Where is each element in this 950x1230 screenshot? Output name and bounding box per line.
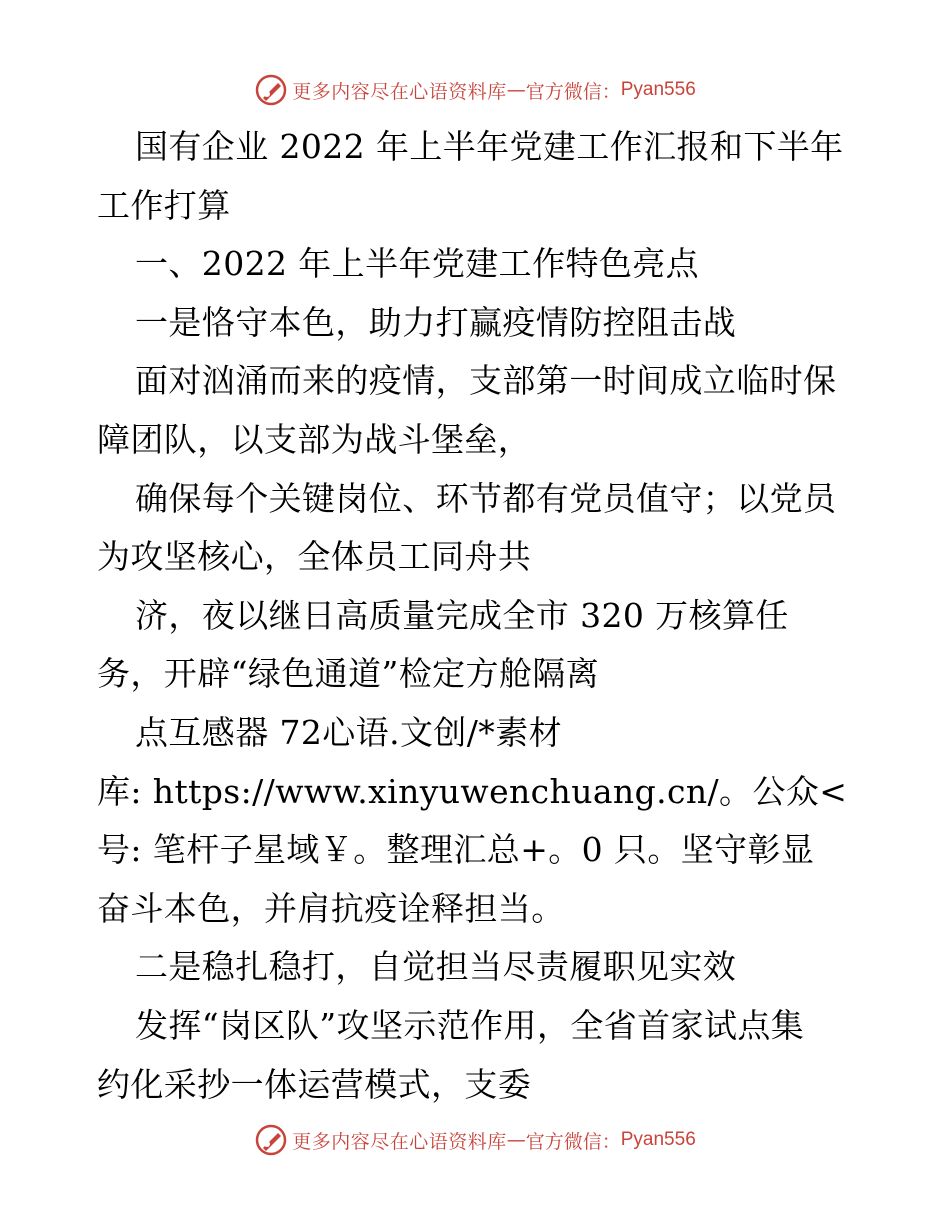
watermark-wechat-label: 官方微信： bbox=[525, 80, 621, 103]
watermark-main-text: 更多内容尽在心语资料库 bbox=[292, 1130, 507, 1153]
text-line: 障团队，以支部为战斗堡垒， bbox=[97, 419, 532, 459]
watermark-wechat-id: Pyan556 bbox=[620, 79, 696, 100]
watermark-main-text: 更多内容尽在心语资料库 bbox=[292, 80, 507, 103]
pen-logo-icon bbox=[254, 73, 288, 107]
text-line: 工作打算 bbox=[97, 185, 231, 225]
watermark-wechat-id: Pyan556 bbox=[620, 1129, 696, 1150]
text-line: 国有企业 2022 年上半年党建工作汇报和下半年 bbox=[135, 127, 844, 166]
subsection-heading: 一是恪守本色，助力打赢疫情防控阻击战 bbox=[135, 302, 737, 342]
text-line: 点互感器 72心语.文创/*素材 bbox=[135, 712, 562, 752]
subsection-heading: 二是稳扎稳打，自觉担当尽责履职见实效 bbox=[135, 947, 737, 987]
footer-watermark bbox=[0, 1120, 950, 1160]
watermark-wechat-label: 官方微信： bbox=[525, 1130, 621, 1153]
watermark-dash: — bbox=[506, 1129, 526, 1151]
watermark-dash: — bbox=[506, 79, 526, 101]
text-line: 务，开辟“绿色通道”检定方舱隔离 bbox=[97, 654, 600, 694]
text-line: 奋斗本色，并肩抗疫诠释担当。 bbox=[97, 888, 565, 928]
header-watermark bbox=[0, 70, 950, 110]
text-line: 面对汹涌而来的疫情，支部第一时间成立临时保 bbox=[135, 361, 837, 401]
text-line: 约化采抄一体运营模式，支委 bbox=[97, 1064, 532, 1104]
pen-logo-icon bbox=[254, 1123, 288, 1157]
section-heading: 一、2022 年上半年党建工作特色亮点 bbox=[135, 244, 700, 284]
text-line: 为攻坚核心，全体员工同舟共 bbox=[97, 537, 532, 577]
text-line: 发挥“岗区队”攻坚示范作用，全省首家试点集 bbox=[135, 1005, 805, 1045]
text-line: 济，夜以继日高质量完成全市 320 万核算任 bbox=[135, 595, 789, 635]
text-line: 库: https://www.xinyuwenchuang.cn/。公众< bbox=[97, 771, 848, 811]
text-line: 号: 笔杆子星域￥。整理汇总+。0 只。坚守彰显 bbox=[97, 830, 815, 870]
document-body bbox=[97, 118, 867, 1114]
text-line: 确保每个关键岗位、环节都有党员值守；以党员 bbox=[135, 478, 837, 518]
